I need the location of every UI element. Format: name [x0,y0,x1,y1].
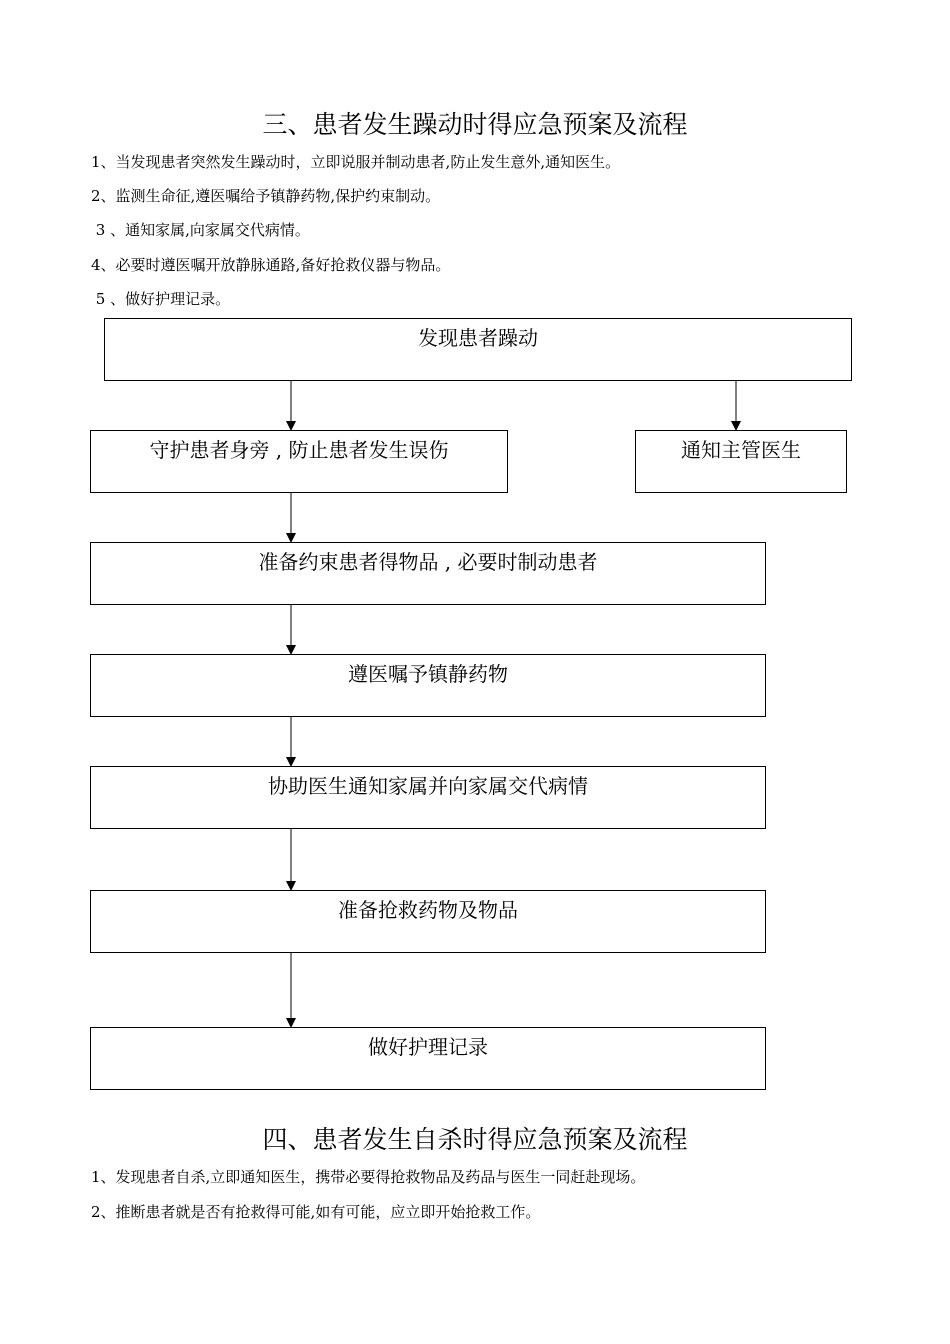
section3-step-3: 3 、通知家属,向家属交代病情。 [91,221,310,239]
flow-box-record: 做好护理记录 [90,1027,766,1090]
flow-box-notify-doctor: 通知主管医生 [635,430,847,493]
flow-box-prepare-restraint: 准备约束患者得物品 , 必要时制动患者 [90,542,766,605]
flow-box-prepare-rescue: 准备抢救药物及物品 [90,890,766,953]
section4-step-1: 1、发现患者自杀,立即通知医生，携带必要得抢救物品及药品与医生一同赶赴现场。 [91,1168,646,1186]
flow-box-guard: 守护患者身旁 , 防止患者发生误伤 [90,430,508,493]
flow-box-notify-family: 协助医生通知家属并向家属交代病情 [90,766,766,829]
section3-step-2: 2、监测生命征,遵医嘱给予镇静药物,保护约束制动。 [91,187,441,205]
flow-box-sedation: 遵医嘱予镇静药物 [90,654,766,717]
section3-step-4: 4、必要时遵医嘱开放静脉通路,备好抢救仪器与物品。 [91,256,451,274]
section3-step-1: 1、当发现患者突然发生躁动时，立即说服并制动患者,防止发生意外,通知医生。 [91,153,621,171]
section3-step-5: 5 、做好护理记录。 [91,290,231,308]
section4-title: 四、患者发生自杀时得应急预案及流程 [262,1125,688,1154]
section4-step-2: 2、推断患者就是否有抢救得可能,如有可能，应立即开始抢救工作。 [91,1203,541,1221]
section3-title: 三、患者发生躁动时得应急预案及流程 [262,110,688,139]
flow-box-detect: 发现患者躁动 [104,318,852,381]
